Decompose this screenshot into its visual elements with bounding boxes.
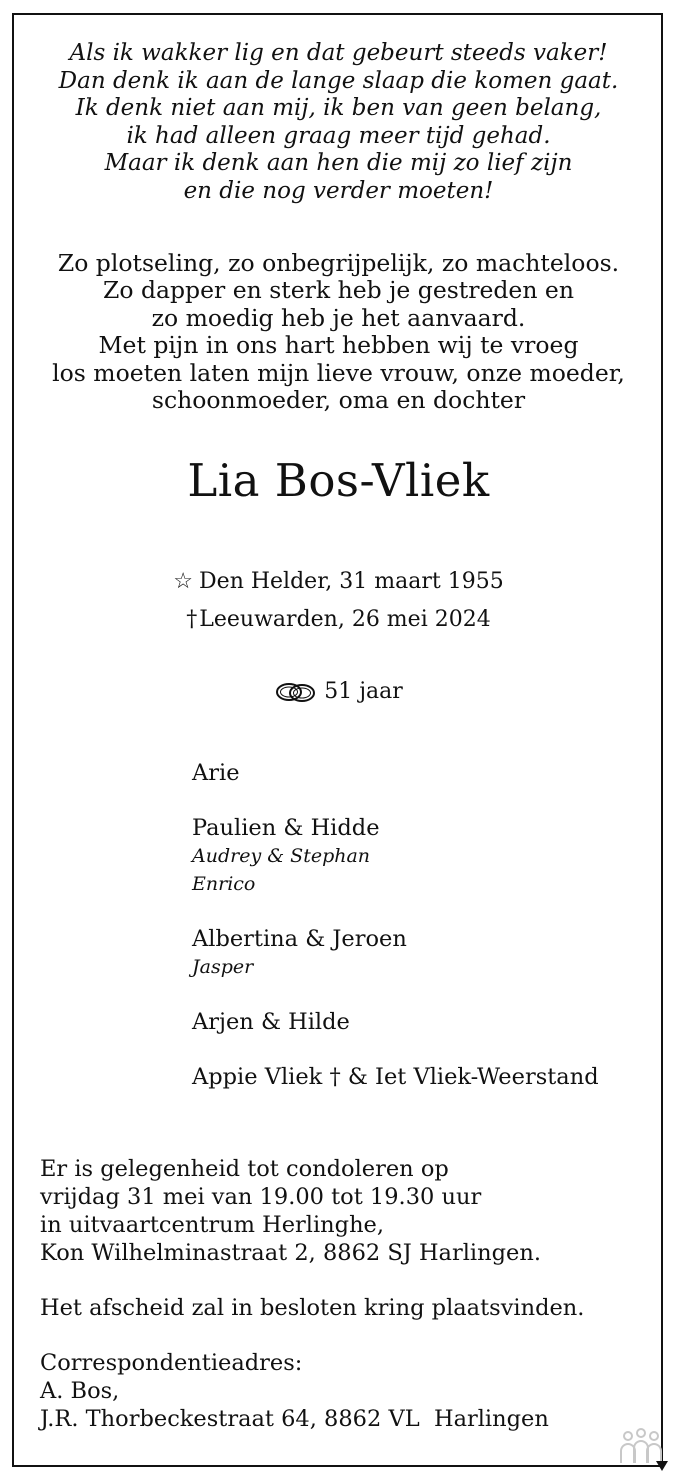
- poem-line: Maar ik denk aan hen die mij zo lief zijn: [104, 150, 573, 176]
- child-name: Arjen & Hilde: [192, 1009, 350, 1035]
- intro-text: [0, 250, 677, 414]
- family-group: [192, 1008, 599, 1036]
- parents-names: [192, 1063, 599, 1091]
- correspondence-line: Correspondentieadres:: [40, 1350, 303, 1376]
- spouse-name: Arie: [192, 760, 240, 786]
- cross-icon: †: [186, 607, 198, 632]
- condolence-info: [40, 1155, 584, 1267]
- poem-line: Als ik wakker lig en dat gebeurt steeds vaker!: [69, 40, 608, 66]
- father-name: Appie Vliek: [192, 1064, 323, 1090]
- grandchild-name: Audrey & Stephan: [192, 845, 371, 867]
- wedding-rings-icon: [274, 681, 318, 703]
- birth-text: Den Helder, 31 maart 1955: [199, 569, 504, 594]
- marriage-years: 51 jaar: [324, 679, 403, 704]
- family-group: [192, 925, 599, 981]
- condolence-line: Er is gelegenheid tot condoleren op: [40, 1156, 449, 1182]
- farewell-info: Het afscheid zal in besloten kring plaatsvinden.: [40, 1295, 585, 1321]
- intro-line: zo moedig heb je het aanvaard.: [151, 303, 526, 332]
- child-name: Paulien & Hidde: [192, 815, 380, 841]
- intro-line: Met pijn in ons hart hebben wij te vroeg: [98, 331, 579, 360]
- intro-line: los moeten laten mijn lieve vrouw, onze moeder,: [52, 358, 625, 387]
- family-list: [192, 759, 599, 1118]
- condolence-line: Kon Wilhelminastraat 2, 8862 SJ Harlingen.: [40, 1240, 541, 1266]
- poem: [0, 40, 677, 205]
- intro-line: Zo dapper en sterk heb je gestreden en: [103, 276, 574, 305]
- mother-name: & Iet Vliek-Weerstand: [347, 1064, 599, 1090]
- correspondence-line: J.R. Thorbeckestraat 64, 8862 VL Harlingen: [40, 1406, 549, 1432]
- correspondence-address: [40, 1349, 584, 1433]
- grandchild-name: Jasper: [192, 956, 254, 978]
- family-group: [192, 1063, 599, 1091]
- poem-line: ik had alleen graag meer tijd gehad.: [126, 122, 551, 149]
- deceased-name: Lia Bos-Vliek: [187, 454, 490, 507]
- family-group: [192, 759, 599, 787]
- scroll-down-arrow-icon[interactable]: [655, 1460, 669, 1472]
- poem-line: Dan denk ik aan de lange slaap die komen gaat.: [58, 67, 619, 94]
- condolence-line: vrijdag 31 mei van 19.00 tot 19.30 uur: [40, 1184, 482, 1210]
- correspondence-line: A. Bos,: [40, 1378, 120, 1404]
- life-dates: [0, 563, 677, 639]
- intro-line: Zo plotseling, zo onbegrijpelijk, zo machteloos.: [57, 249, 620, 277]
- star-icon: ☆: [173, 569, 194, 594]
- child-name: Albertina & Jeroen: [192, 926, 407, 952]
- poem-line: Ik denk niet aan mij, ik ben van geen belang,: [75, 95, 602, 121]
- death-line: [0, 601, 677, 639]
- condolence-line: in uitvaartcentrum Herlinghe,: [40, 1212, 385, 1238]
- cross-icon: †: [329, 1064, 341, 1090]
- intro-line: schoonmoeder, oma en dochter: [151, 386, 526, 415]
- birth-line: [0, 563, 677, 601]
- death-text: Leeuwarden, 26 mei 2024: [199, 607, 491, 632]
- arrangements: [40, 1155, 584, 1433]
- marriage-duration: [0, 676, 677, 708]
- poem-line: en die nog verder moeten!: [183, 177, 494, 204]
- family-group: [192, 814, 599, 898]
- grandchild-name: Enrico: [192, 873, 256, 895]
